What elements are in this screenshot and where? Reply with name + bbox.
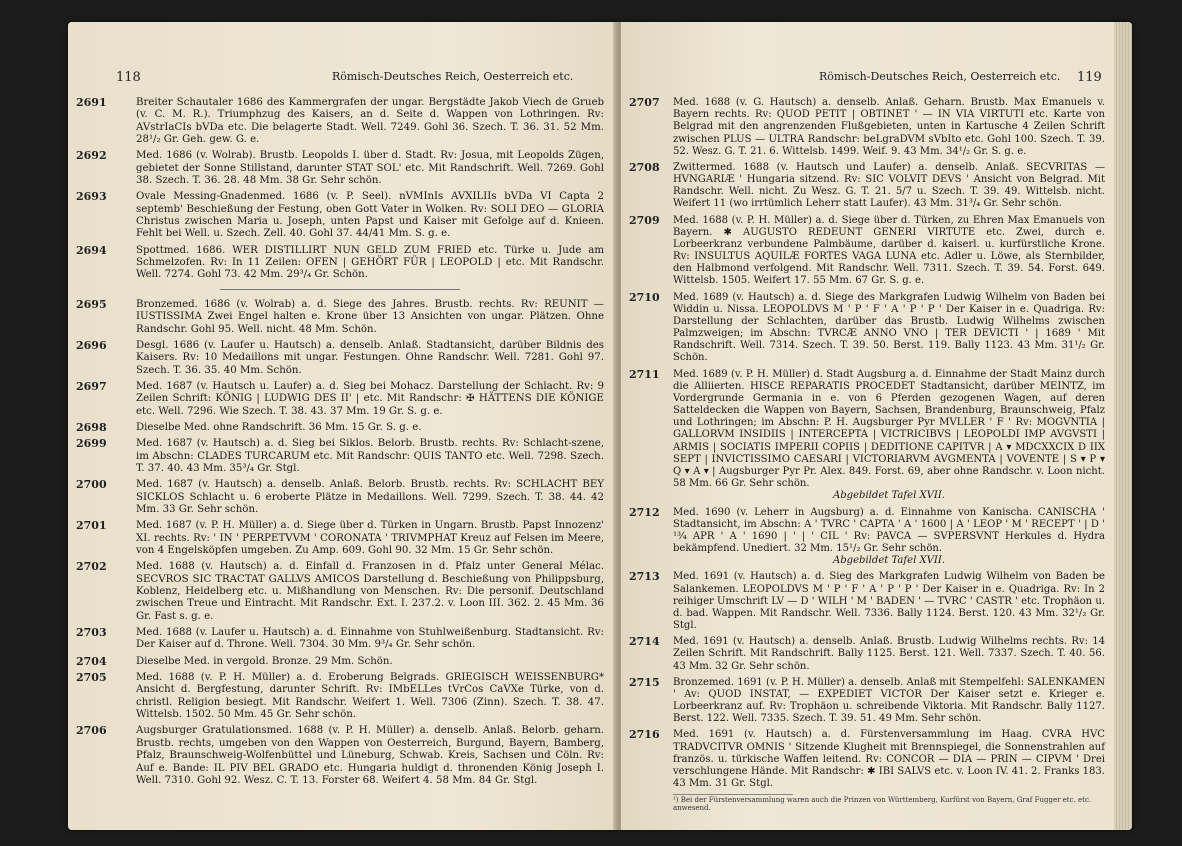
catalog-entry [76,520,604,557]
footnote: ¹) Bei der Fürstenversammlung waren auch die Prinzen von Württemberg, Kurfürst von Bayern, Graf Fugger etc. etc. anwesend. [673,796,1092,813]
entry-number: 2692 [76,149,107,163]
entry-text: Desgl. 1686 (v. Laufer u. Hautsch) a. denselb. Anlaß. Stadtansicht, darüber Bildnis des Kaisers. Rv: 10 Medaillons mit ungar. Festungen. Ohne Randschr. Well. 7281. Gohl 97. Szech. T. 36. 35. 40 Mm. Schön. [136,339,604,376]
page-edges [1114,22,1132,830]
catalog-entry [629,728,1105,790]
catalog-entry [76,97,604,146]
entry-number: 2709 [629,213,660,227]
catalog-entry [76,191,604,240]
catalog-entry [76,299,604,336]
figure-reference: Abgebildet Tafel XVII. [832,555,946,567]
entry-text: Ovale Messing-Gnadenmed. 1686 (v. P. Seel). nVMInIs AVXILIIs bVDa VI Capta 2 septemb' Beschießung der Festung, oben Gott Vater in Wolken. Rv: SOLI DEO — GLORIA Christus zwischen Maria u. Joseph, unten Papst und Kaiser mit Gefolge auf d. Knieen. Fehlt bei Well. u. Szech. Zell. 40. Gohl 37. 44/41 Mm. S. g. e. [136,191,604,240]
entry-number: 2708 [629,160,660,174]
entry-number: 2704 [76,654,107,668]
entry-text: Med. 1686 (v. Wolrab). Brustb. Leopolds I. über d. Stadt. Rv: Josua, mit Leopolds Zügen, gebietet der Sonne Stillstand, darunter STAT SOL' etc. Mit Randschrift. Well. 7269. Gohl 38. Szech. T. 36. 28. 48 Mm. 38 Gr. Sehr schön. [136,150,604,187]
entry-number: 2706 [76,724,107,738]
entry-number: 2716 [629,728,660,742]
catalog-entry [76,340,604,377]
entry-number: 2713 [629,570,660,584]
entry-text: Med. 1687 (v. Hautsch u. Laufer) a. d. Sieg bei Mohacz. Darstellung der Schlacht. Rv: 9 Zeilen Schrift: KÖNIG | LUDWIG DES II' | etc. Mit Randschr: ✠ HÄTTENS DIE KÖNIGE etc. Well. 7296. Wie Szech. T. 38. 43. 37 Mm. 19 Gr. S. g. e. [136,380,604,417]
entry-text: Dieselbe Med. in vergold. Bronze. 29 Mm. Schön. [136,655,393,667]
entry-text: Spottmed. 1686. WER DISTILLIRT NUN GELD ZUM FRIED etc. Türke u. Jude am Schmelzofen. Rv: In 11 Zeilen: OFEN | GEHÖRT FÜR | LEOPOLD | etc. Mit Randschr. Well. 7274. Gohl 73. 42 Mm. 29³/₄ Gr. Schön. [136,244,604,281]
catalog-entry [76,422,604,434]
entry-number: 2699 [76,437,107,451]
entry-text: Med. 1691 (v. Hautsch) a. d. Fürstenversammlung im Haag. CVRA HVC TRADVCITVR OMNIS ' Sitzende Klugheit mit Brennspiegel, die Sonnenstrahlen auf französ. u. türkische Waffen leitend. Rv: CONCOR — DIA — PRIN — CIPVM ' Drei verschlungene Hände. Mit Randschr: ✱ IBI SALVS etc. v. Loon IV. 41. 2. Franks 183. 43 Mm. 31 Gr. Stgl. [673,729,1105,790]
catalog-entry [629,505,1105,568]
catalog-entry [76,438,604,475]
entry-number: 2693 [76,190,107,204]
catalog-entry [629,570,1105,632]
catalog-entry [629,675,1105,726]
figure-reference: Abgebildet Tafel XVII. [832,490,946,502]
entry-text: Zwittermed. 1688 (v. Hautsch und Laufer) a. denselb. Anlaß. SECVRITAS — HVNGARIÆ ' Hungaria sitzend. Rv: SIC VOLVIT DEVS ' Ansicht von Belgrad. Mit Randschr. Well. nicht. Zu Wesz. G. T. 21. 5/7 u. Szech. T. 39. 49. Wittelsb. nicht. Weifert 11 (wo irrtümlich Leherr statt Laufer). 43 Mm. 31³/₄ Gr. Sehr schön. [673,161,1105,210]
running-title: Römisch-Deutsches Reich, Oesterreich etc. [332,70,574,83]
entry-text: Breiter Schautaler 1686 des Kammergrafen der ungar. Bergstädte Jakob Viech de Grueb (v. C. M. R.). Triumphzug des Kaisers, an d. Seite d. Wappen von Lothringen. Rv: AVstrIaCIs bVDa etc. Die belagerte Stadt. Well. 7249. Gohl 36. Szech. T. 36. 31. 52 Mm. 28¹/₂ Gr. Geh. gew. G. e. [136,97,604,146]
entry-number: 2702 [76,560,107,574]
entry-text: Med. 1690 (v. Leherr in Augsburg) a. d. Einnahme von Kanischa. CANISCHA ' Stadtansicht, im Abschn: A ' TVRC ' CAPTA ' A ' 1600 | A ' LEOP ' M ' RECEPT ' | D ' ¹³⁄₄ APR ' A ' 1690 | ' | ' CIL ' Rv: PAVCA — SVPERSVNT Herkules d. Hydra bekämpfend. Unediert. 32 Mm. 15¹/₂ Gr. Sehr schön. [673,506,1105,555]
entry-number: 2698 [76,420,107,434]
catalog-entry [629,635,1105,673]
entry-number: 2691 [76,96,107,109]
catalog-entry [76,150,604,187]
running-title: Römisch-Deutsches Reich, Oesterreich etc. [819,70,1061,83]
entry-number: 2697 [76,379,107,393]
entry-text: Med. 1688 (v. Laufer u. Hautsch) a. d. Einnahme von Stuhlweißenburg. Stadtansicht. Rv: Der Kaiser auf d. Throne. Well. 7304. 30 Mm. 9³/₄ Gr. Sehr schön. [136,627,604,651]
left-page [68,22,616,830]
entry-number: 2715 [629,675,660,689]
entry-text: Med. 1689 (v. P. H. Müller) d. Stadt Augsburg a. d. Einnahme der Stadt Mainz durch die Alliierten. HISCE REPARATIS PROCEDET Stadtansicht, darüber MEINTZ, im Vordergrunde Germania in e. von 6 Pferden gezogenen Wagen, auf deren Satteldecken die Wappen von Bayern, Sachsen, Brandenburg, Braunschweig, Pfalz und Lothringen; im Abschn: P. H. Augsburger Pyr MVLLER ' F ' Rv: MOGVNTIA | GALLORVM INSIDIIS | INTERCEPTA | VICTRICIBVS | LEOPOLDI IMP AVGVSTI | ARMIS | SOCIATIS IMPERII COPIIS | DEDITIONE CAPITVR | A ▾ MDCXXCIX D IIX SEPT | INVICTISSIMO CAESARI | VICTORIARVM AVGMENTA | VOVENTE | S ▾ P ▾ Q ▾ A ▾ | Augsburger Pyr Pr. Alex. 849. Forst. 69, aber ohne Randschr. v. Loon nicht. 58 Mm. 66 Gr. Sehr schön. [673,368,1105,490]
section-divider [220,289,460,290]
catalog-entry [76,479,604,516]
entry-number: 2710 [629,290,660,304]
page-number: 119 [1077,70,1102,85]
catalog-entry [629,367,1105,503]
catalog-entry [76,245,604,282]
catalog-entries [629,96,1105,813]
entry-number: 2712 [629,505,660,519]
entry-number: 2714 [629,635,660,649]
entry-text: Med. 1687 (v. P. H. Müller) a. d. Siege über d. Türken in Ungarn. Brustb. Papst Innozenz' XI. rechts. Rv: ' IN ' PERPETVVM ' CORONATA ' TRIVMPHAT Kreuz auf Felsen im Meere, von 4 Engelsköpfen umgeben. Zu Amp. 609. Gohl 90. 32 Mm. 15 Gr. Sehr schön. [136,520,604,556]
entry-number: 2694 [76,243,107,257]
entry-number: 2695 [76,297,107,311]
catalog-entry [76,725,604,787]
catalog-entry [76,627,604,652]
catalog-entry [629,290,1105,365]
entry-number: 2705 [76,671,107,685]
page-number: 118 [116,70,141,85]
entry-text: Bronzemed. 1686 (v. Wolrab) a. d. Siege des Jahres. Brustb. rechts. Rv: REUNIT — IUSTISSIMA Zwei Engel halten e. Krone über 13 Ansichten von ungar. Plätzen. Ohne Randschr. Gohl 95. Well. nicht. 48 Mm. Schön. [136,298,604,335]
catalog-entry [76,381,604,418]
entry-text: Bronzemed. 1691 (v. P. H. Müller) a. denselb. Anlaß mit Stempelfehl: SALENKAMEN ' Av: QUOD INSTAT, — EXPEDIET VICTOR Der Kaiser setzt e. Krieger e. Lorbeerkranz auf. Rv: Trophäon u. schreibende Viktoria. Mit Randschr. Bally 1127. Berst. 122. Well. 7335. Szech. T. 39. 51. 49 Mm. Sehr schön. [673,676,1105,725]
open-book [68,22,1132,830]
entry-number: 2700 [76,478,107,492]
entry-number: 2696 [76,338,107,352]
entry-text: Augsburger Gratulationsmed. 1688 (v. P. H. Müller) a. denselb. Anlaß. Belorb. geharn. Brustb. rechts, umgeben von den Wappen von Oesterreich, Burgund, Bayern, Bamberg, Pfalz, Braunschweig-Wolfenbüttel und Lüneburg, Schwab. Kreis, Sachsen und Cöln. Rv: Auf e. Bande: IL PIV BEL GRADO etc. Hungaria huldigt d. thronenden König Joseph I. Well. 7310. Gohl 92. Wesz. C. T. 13. Forster 68. Weifert 4. 58 Mm. 84 Gr. Stgl. [136,725,604,786]
catalog-entries [76,97,604,791]
entry-text: Med. 1689 (v. Hautsch) a. d. Siege des Markgrafen Ludwig Wilhelm von Baden bei Widdin u. Nissa. LEOPOLDVS M ' P ' F ' A ' P ' P ' Der Kaiser in e. Quadriga. Rv: Darstellung der Schlachten, darüber das Brustb. Ludwig Wilhelms zwischen Palmzweigen; im Abschn: TVRCÆ ANNO VNO | TER DEVICTI ' | 1689 ' Mit Randschrift. Well. 7314. Szech. T. 39. 50. Berst. 119. Bally 1123. 43 Mm. 31¹/₂ Gr. Schön. [673,291,1105,364]
entry-text: Dieselbe Med. ohne Randschrift. 36 Mm. 15 Gr. S. g. e. [136,421,422,433]
catalog-entry [629,96,1105,158]
entry-text: Med. 1688 (v. G. Hautsch) a. denselb. Anlaß. Geharn. Brustb. Max Emanuels v. Bayern rechts. Rv: QUOD PETIT | OBTINET ' — IN VIA VIRTUTI etc. Karte von Belgrad mit den angrenzenden Flußgebieten, unten in Kartusche 4 Zeilen Schrift zwischen PLUS — ULTRA Randschr: beLgraDVM sVbIto etc. Gohl 100. Szech. T. 39. 52. Wesz. G. T. 21. 6. Wittelsb. 1499. Weif. 9. 43 Mm. 34¹/₂ Gr. S. g. e. [673,97,1105,157]
catalog-entry [629,213,1105,288]
entry-text: Med. 1687 (v. Hautsch) a. denselb. Anlaß. Belorb. Brustb. rechts. Rv: SCHLACHT BEY SICKLOS Schlacht u. 6 eroberte Plätze in Medaillons. Well. 7299. Szech. T. 38. 44. 42 Mm. 33 Gr. Sehr schön. [136,479,604,515]
entry-number: 2707 [629,96,660,109]
entry-number: 2711 [629,367,660,381]
catalog-entry [629,160,1105,211]
catalog-entry [76,672,604,721]
entry-text: Med. 1687 (v. Hautsch) a. d. Sieg bei Siklos. Belorb. Brustb. rechts. Rv: Schlacht-szene, im Abschn: CLADES TURCARUM etc. Mit Randschr: QUIS TANTO etc. Well. 7298. Szech. T. 37. 40. 43 Mm. 35³/₄ Gr. Stgl. [136,438,604,474]
entry-text: Med. 1691 (v. Hautsch) a. d. Sieg des Markgrafen Ludwig Wilhelm von Baden be Salankemen. LEOPOLDVS M ' P ' F ' A ' P ' P ' Der Kaiser in e. Quadriga. Rv: In 2 reihiger Umschrift LV — D ' WILH ' M ' BADEN ' — TVRC ' CASTR ' etc. Trophäon u. d. bad. Wappen. Mit Randschr. Well. 7336. Bally 1124. Berst. 120. 43 Mm. 32¹/₂ Gr. Stgl. [673,571,1105,632]
entry-text: Med. 1688 (v. Hautsch) a. d. Einfall d. Franzosen in d. Pfalz unter General Mélac. SECVROS SIC TRACTAT GALLVS AMICOS Darstellung d. Beschießung von Philippsburg, Koblenz, Heidelberg etc. u. Mißhandlung von Menschen. Rv: Die personif. Deutschland zwischen Treue und Eintracht. Mit Randschr. Ext. I. 237.2. v. Loon III. 362. 2. 45 Mm. 36 Gr. Fast s. g. e. [136,561,604,622]
catalog-entry [76,561,604,623]
right-page [621,22,1132,830]
entry-number: 2701 [76,519,107,533]
entry-number: 2703 [76,626,107,640]
entry-text: Med. 1688 (v. P. H. Müller) a. d. Eroberung Belgrads. GRIEGISCH WEISSENBURG* Ansicht d. Bergfestung, darunter Schrift. Rv: IMbELLes tVrCos CaVXe Türke, von d. christl. Religion besiegt. Mit Randschr. Weifert 1. Well. 7306 (Zinn). Szech. T. 38. 47. Wittelsb. 1502. 50 Mm. 45 Gr. Sehr schön. [136,672,604,721]
entry-text: Med. 1688 (v. P. H. Müller) a. d. Siege über d. Türken, zu Ehren Max Emanuels von Bayern. ✱ AUGUSTO REDEUNT GENERI VIRTUTE etc. Zwei, durch e. Lorbeerkranz verbundene Palmbäume, darüber d. kaiserl. u. kurfürstliche Krone. Rv: INSULTUS AQUILÆ FORTES VAGA LUNA etc. Adler u. Löwe, als Sternbilder, den Halbmond verfolgend. Mit Randschr. Well. 7311. Szech. T. 39. 54. Forst. 649. Wittelsb. 1505. Weifert 17. 55 Mm. 67 Gr. S. g. e. [673,214,1105,287]
entry-text: Med. 1691 (v. Hautsch) a. denselb. Anlaß. Brustb. Ludwig Wilhelms rechts. Rv: 14 Zeilen Schrift. Mit Randschrift. Bally 1125. Berst. 121. Well. 7337. Szech. T. 40. 56. 43 Mm. 32 Gr. Sehr schön. [673,636,1105,672]
catalog-entry [76,656,604,668]
